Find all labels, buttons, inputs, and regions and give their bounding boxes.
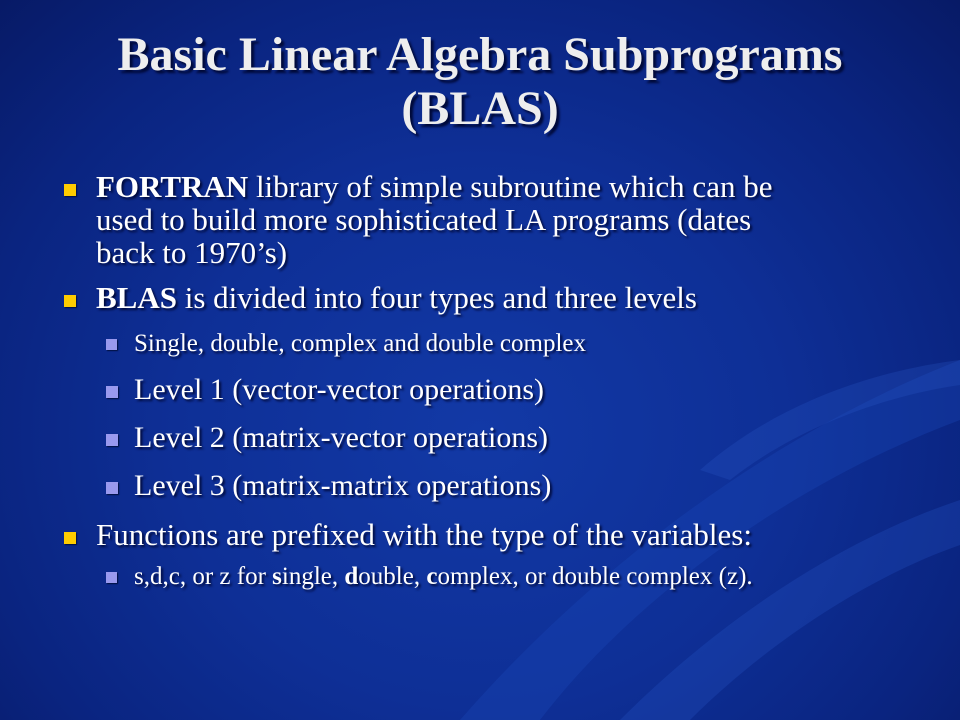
- prefix-text-3: ouble,: [358, 563, 427, 590]
- bullet-blas: [58, 281, 918, 314]
- bullet-fortran-text: library of simple subroutine which can be: [248, 169, 773, 204]
- square-bullet-icon: [106, 339, 117, 350]
- sub-bullet-prefixes: [58, 563, 918, 591]
- sub-bullet-level3: [58, 470, 918, 502]
- square-bullet-icon: [106, 386, 118, 398]
- bullet-functions: [58, 518, 918, 551]
- bullet-blas-bold: BLAS: [96, 280, 177, 315]
- bullet-fortran-line3: back to 1970’s): [96, 235, 288, 270]
- prefix-text-1: s,d,c, or z for: [134, 563, 273, 590]
- square-bullet-icon: [64, 295, 76, 307]
- sub-bullet-level3-text: Level 3 (matrix-matrix operations): [134, 469, 552, 502]
- title-line-1: Basic Linear Algebra Subprograms: [117, 28, 843, 81]
- slide-body: [58, 170, 918, 591]
- sub-bullet-types-text: Single, double, complex and double complex: [134, 330, 586, 357]
- square-bullet-icon: [106, 572, 117, 583]
- prefix-bold-s: s: [272, 563, 282, 590]
- sub-bullet-types: [58, 330, 918, 358]
- sub-bullet-level2: [58, 422, 918, 454]
- bullet-fortran-line2: used to build more sophisticated LA programs (dates: [96, 202, 752, 237]
- square-bullet-icon: [64, 532, 76, 544]
- bullet-fortran-bold: FORTRAN: [96, 169, 249, 204]
- bullet-functions-text: Functions are prefixed with the type of the variables:: [96, 517, 752, 552]
- bullet-blas-text: is divided into four types and three levels: [176, 280, 697, 315]
- prefix-bold-d: d: [344, 563, 359, 590]
- prefix-bold-c: c: [426, 563, 438, 590]
- square-bullet-icon: [106, 434, 118, 446]
- square-bullet-icon: [106, 482, 118, 494]
- square-bullet-icon: [64, 184, 76, 196]
- bullet-fortran: [58, 170, 918, 269]
- slide-title: [40, 28, 920, 136]
- prefix-text-4: omplex, or double complex (z).: [437, 563, 753, 590]
- title-line-2: (BLAS): [401, 82, 559, 135]
- sub-bullet-level2-text: Level 2 (matrix-vector operations): [134, 421, 548, 454]
- sub-bullet-level1: [58, 374, 918, 406]
- prefix-text-2: ingle,: [281, 563, 345, 590]
- sub-bullet-level1-text: Level 1 (vector-vector operations): [134, 373, 545, 406]
